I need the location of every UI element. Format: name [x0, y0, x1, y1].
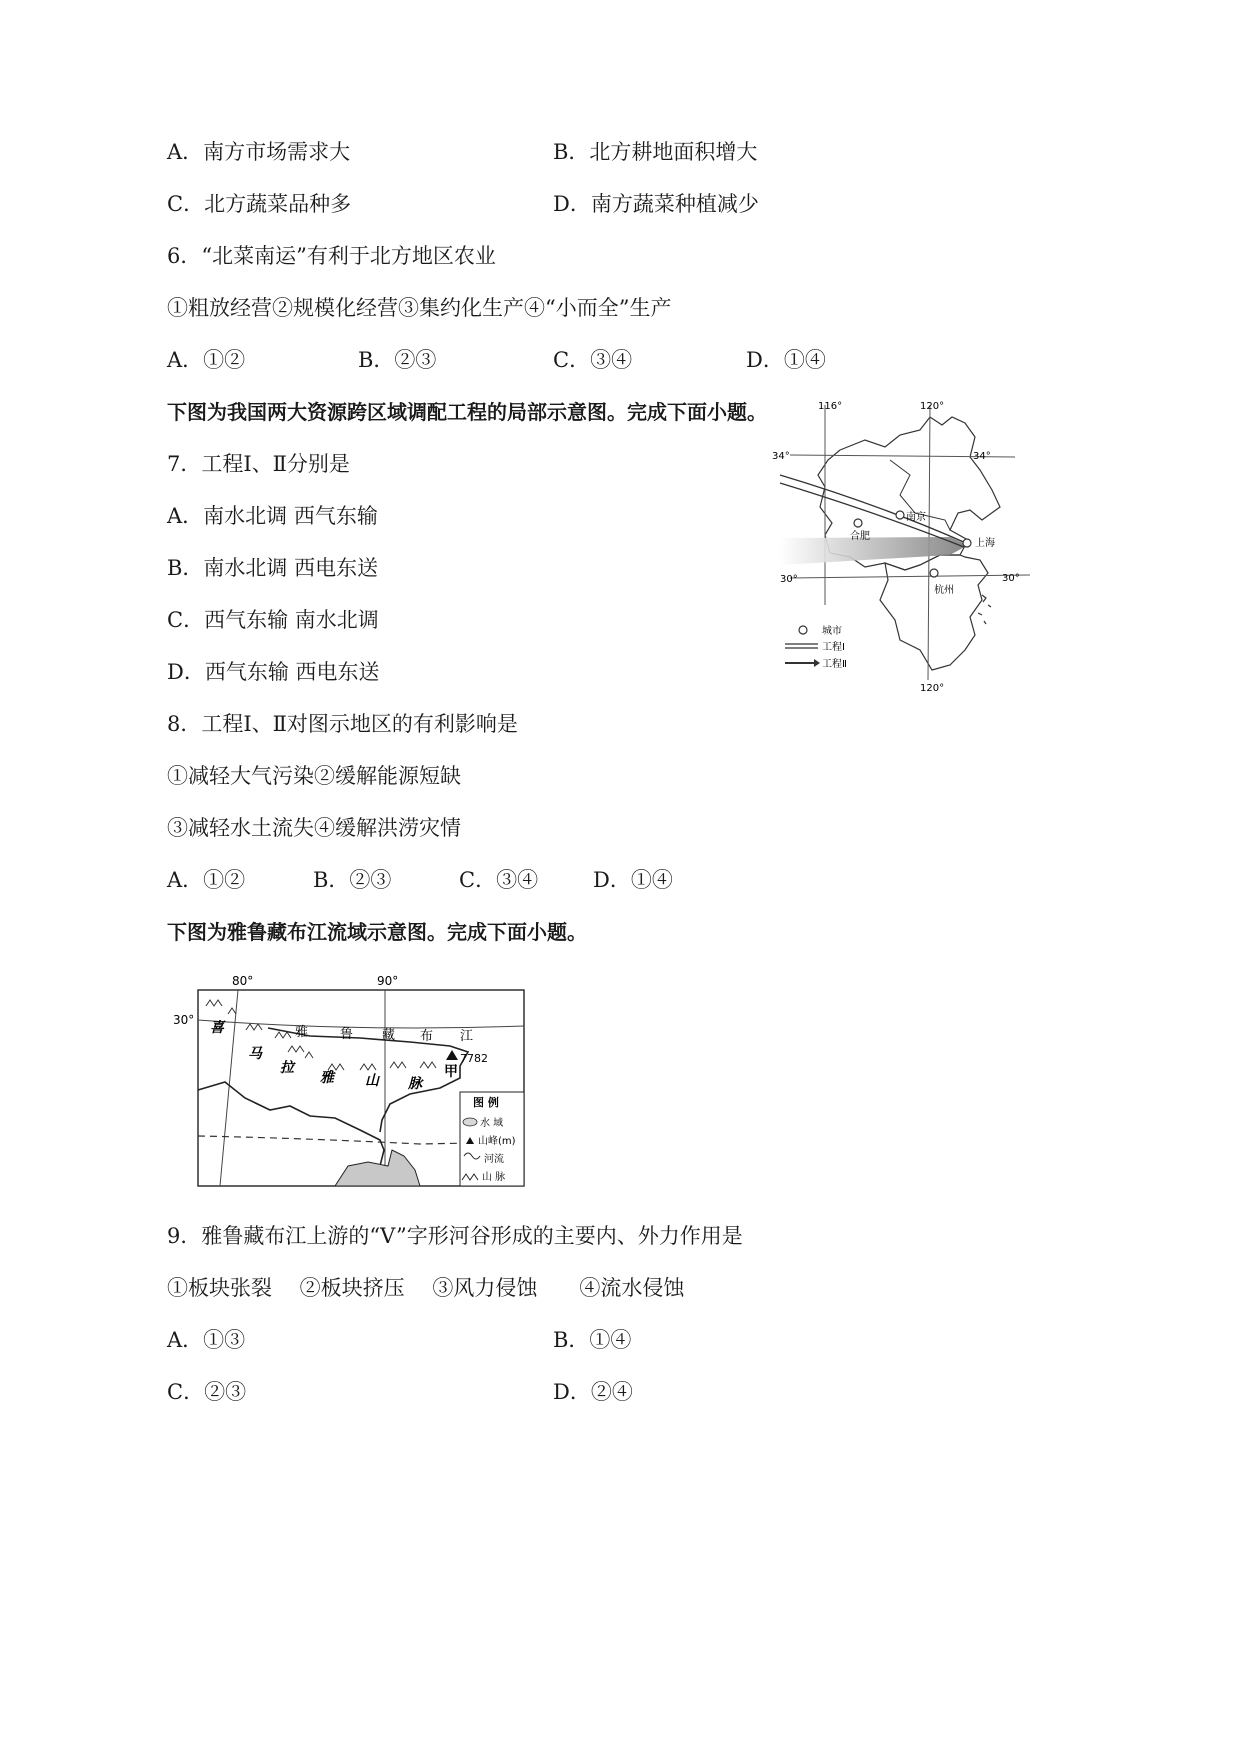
shanghai-label: 上海 — [975, 538, 995, 549]
hangzhou-city-icon — [930, 569, 938, 577]
lon-116-label: 116° — [818, 401, 843, 412]
river-label-char: 布 — [420, 1029, 434, 1044]
q9-option-a: A．①③ — [167, 1328, 246, 1352]
lat-34-right-label: 34° — [973, 451, 991, 462]
peak-icon — [446, 1050, 458, 1060]
lon-80-label: 80° — [232, 974, 254, 988]
mountain-label-char: 马 — [248, 1046, 262, 1062]
q8-items-1: ①减轻大气污染②缓解能源短缺 — [167, 764, 461, 788]
q9-option-d: D．②④ — [553, 1380, 633, 1404]
lat-30-right-label: 30° — [1002, 573, 1020, 584]
hefei-city-icon — [854, 519, 862, 527]
shaded-region — [335, 1150, 420, 1186]
mountain-label-char: 拉 — [280, 1060, 294, 1076]
mountain-label-char: 脉 — [408, 1076, 422, 1092]
peak-height-label: 7782 — [460, 1052, 488, 1065]
hefei-label: 合肥 — [850, 531, 870, 542]
q9-stem: 9．雅鲁藏布江上游的“V”字形河谷形成的主要内、外力作用是 — [167, 1224, 743, 1248]
lat-30-left-label: 30° — [780, 574, 798, 585]
legend-river-label: 河流 — [484, 1154, 504, 1165]
lon-90-label: 90° — [377, 974, 399, 988]
lon-120-top-label: 120° — [920, 401, 945, 412]
legend-peak-label: 山峰(m) — [478, 1136, 516, 1147]
river-label-char: 藏 — [382, 1028, 396, 1043]
river-label-char: 鲁 — [340, 1027, 354, 1042]
legend-water-label: 水 域 — [480, 1118, 504, 1129]
q6-option-c: C．③④ — [553, 348, 633, 372]
q7-option-b: B．南水北调 西电东送 — [167, 556, 379, 580]
q7-option-c: C．西气东输 南水北调 — [167, 608, 379, 632]
yarlung-tsangpo-map — [170, 970, 530, 1190]
lon-120-bottom-label: 120° — [920, 683, 945, 694]
mountain-label-char: 喜 — [210, 1020, 224, 1036]
q7-option-d: D．西气东输 西电东送 — [167, 660, 380, 684]
project-2-beam — [780, 537, 968, 565]
legend-project-2-label: 工程Ⅱ — [822, 659, 847, 670]
nanjing-label: 南京 — [906, 512, 926, 523]
river-label-char: 雅 — [295, 1025, 309, 1040]
q8-option-c: C．③④ — [459, 868, 539, 892]
q8-items-2: ③减轻水土流失④缓解洪涝灾情 — [167, 816, 461, 840]
river-label-char: 江 — [460, 1029, 474, 1044]
mountain-symbols — [206, 1000, 436, 1070]
q8-option-b: B．②③ — [313, 868, 392, 892]
shanghai-city-icon — [963, 539, 971, 547]
q5-option-b: B．北方耕地面积增大 — [553, 140, 758, 164]
section-intro-1: 下图为我国两大资源跨区域调配工程的局部示意图。完成下面小题。 — [167, 400, 767, 424]
q8-option-a: A．①② — [167, 868, 246, 892]
q7-stem: 7．工程Ⅰ、Ⅱ分别是 — [167, 452, 350, 476]
q9-items: ①板块张裂 ②板块挤压 ③风力侵蚀 ④流水侵蚀 — [167, 1276, 685, 1300]
q8-option-d: D．①④ — [593, 868, 673, 892]
mountain-label-char: 雅 — [320, 1070, 334, 1086]
nanjing-city-icon — [896, 511, 904, 519]
legend-mountain-label: 山 脉 — [482, 1172, 506, 1183]
q8-stem: 8．工程Ⅰ、Ⅱ对图示地区的有利影响是 — [167, 712, 518, 736]
q9-option-c: C．②③ — [167, 1380, 247, 1404]
section-intro-2: 下图为雅鲁藏布江流域示意图。完成下面小题。 — [167, 920, 587, 944]
lat-34-left-label: 34° — [772, 451, 790, 462]
q9-option-b: B．①④ — [553, 1328, 632, 1352]
legend-project-1-label: 工程Ⅰ — [822, 642, 845, 653]
project-1-line — [780, 475, 966, 543]
q6-stem: 6．“北菜南运”有利于北方地区农业 — [167, 244, 496, 268]
mountain-label-char: 山 — [365, 1073, 379, 1089]
q5-option-a: A．南方市场需求大 — [167, 140, 351, 164]
q5-option-c: C．北方蔬菜品种多 — [167, 192, 352, 216]
q6-option-a: A．①② — [167, 348, 246, 372]
legend-city-icon — [799, 626, 807, 634]
resource-transfer-map — [770, 395, 1040, 695]
q6-option-b: B．②③ — [358, 348, 437, 372]
legend-city-label: 城市 — [822, 626, 842, 637]
q7-option-a: A．南水北调 西气东输 — [167, 504, 378, 528]
peak-name-label: 甲 — [444, 1064, 458, 1080]
islands — [978, 595, 991, 624]
q6-items: ①粗放经营②规模化经营③集约化生产④“小而全”生产 — [167, 296, 672, 320]
legend-water-icon — [463, 1118, 477, 1126]
hangzhou-label: 杭州 — [934, 585, 954, 596]
q6-option-d: D．①④ — [746, 348, 826, 372]
legend-title: 图 例 — [473, 1096, 499, 1109]
lat-30-label: 30° — [173, 1013, 195, 1027]
q5-option-d: D．南方蔬菜种植减少 — [553, 192, 759, 216]
